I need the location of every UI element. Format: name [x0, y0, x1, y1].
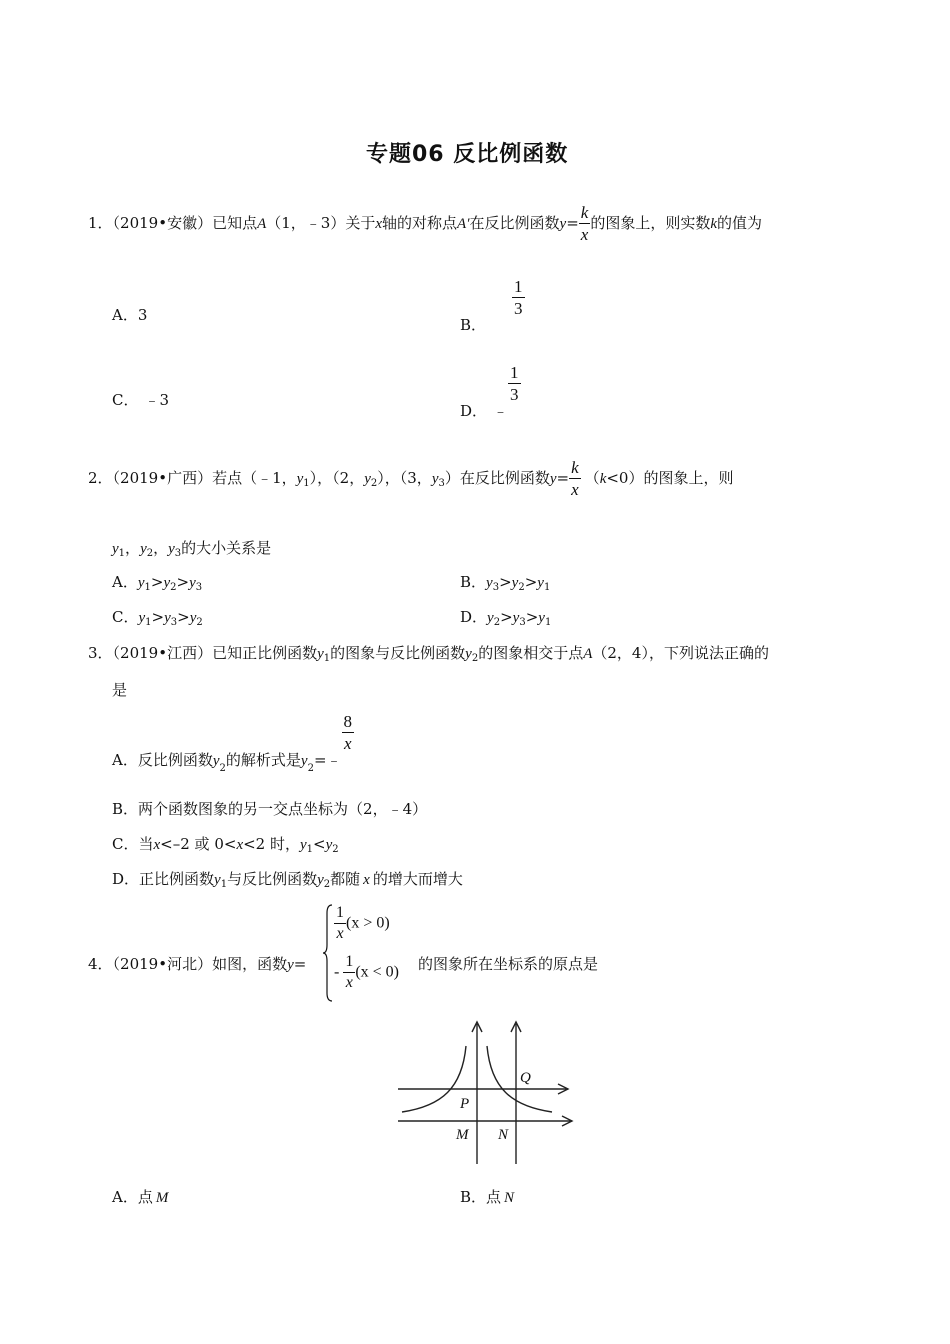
option-4a: A．点 M — [112, 1188, 169, 1206]
question-4-tail: 的图象所在坐标系的原点是 — [418, 955, 599, 973]
question-source: （2019•广西） — [112, 468, 213, 487]
label-n: N — [498, 1127, 509, 1143]
option-3a: A．反比例函数$y_2$的解析式是$y_2=﹣$ $\frac{8}{x}$ — [112, 712, 353, 774]
question-number: 4． — [88, 955, 113, 973]
option-2c: C．$y_1>y_3>y_2$ — [112, 608, 203, 628]
option-3b: B．两个函数图象的另一交点坐标为（2，﹣4） — [112, 800, 428, 818]
option-3c: C．当x<–2 或 0<x<2 时，$y_1<y_2$ — [112, 835, 339, 855]
label-q: Q — [520, 1070, 531, 1086]
question-number: 1． — [88, 213, 113, 232]
fraction-k-over-x: $\frac{k}{x}$ — [580, 203, 589, 245]
option-3d: D．正比例函数$y_1$与反比例函数$y_2$都随 x 的增大而增大 — [112, 870, 463, 890]
option-2d: D．$y_2>y_3>y_1$ — [460, 608, 552, 628]
label-p: P — [460, 1096, 470, 1112]
option-2a: A．$y_1>y_2>y_3$ — [112, 573, 203, 593]
question-source: （2019•河北） — [112, 955, 213, 973]
question-source: （2019•安徽） — [112, 213, 213, 232]
option-1b: B． $\frac{1}{3}$ — [460, 277, 523, 334]
option-1c: C． ﹣3 — [112, 391, 170, 409]
option-1a: A．3 — [112, 306, 148, 324]
option-2b: B．$y_3>y_2>y_1$ — [460, 573, 551, 593]
piecewise-case-2: - $\frac{1}{x}$ (x < 0) — [334, 953, 400, 991]
hyperbola-left-branch — [402, 1046, 466, 1112]
page-title: 专题06 反比例函数 — [366, 142, 569, 167]
option-4b: B．点 N — [460, 1188, 515, 1206]
piecewise-case-1: $\frac{1}{x}$ (x > 0) — [336, 904, 390, 942]
question-3-line2: 是 — [112, 681, 128, 699]
question-2: 2．（2019•广西）若点（﹣1，$y_1$），（2，$y_2$），（3，$y_3$）在反比例函数y= $\frac{k}{x}$ （k<0）的图象上，则 — [88, 458, 734, 500]
label-m: M — [456, 1127, 469, 1143]
piecewise-brace — [322, 903, 334, 1003]
question-3: 3．（2019•江西）已知正比例函数$y_1$的图象与反比例函数$y_2$的图象相交于点A（2，4），下列说法正确的 — [88, 644, 769, 664]
question-4: 4．（2019•河北）如图，函数y= — [88, 955, 307, 973]
question-source: （2019•江西） — [112, 644, 213, 662]
hyperbola-figure — [392, 1018, 582, 1166]
option-1d: D． ﹣ $\frac{1}{3}$ — [460, 363, 519, 420]
question-number: 3． — [88, 644, 113, 662]
question-number: 2． — [88, 468, 113, 487]
fraction-k-over-x: $\frac{k}{x}$ — [571, 458, 579, 500]
question-1: 1．（2019•安徽）已知点A（1，﹣3）关于x轴的对称点A′在反比例函数y= $\frac{k}{x}$ 的图象上，则实数k的值为 — [88, 203, 763, 245]
question-2-line2: $y_1$，$y_2$，$y_3$的大小关系是 — [112, 539, 272, 559]
